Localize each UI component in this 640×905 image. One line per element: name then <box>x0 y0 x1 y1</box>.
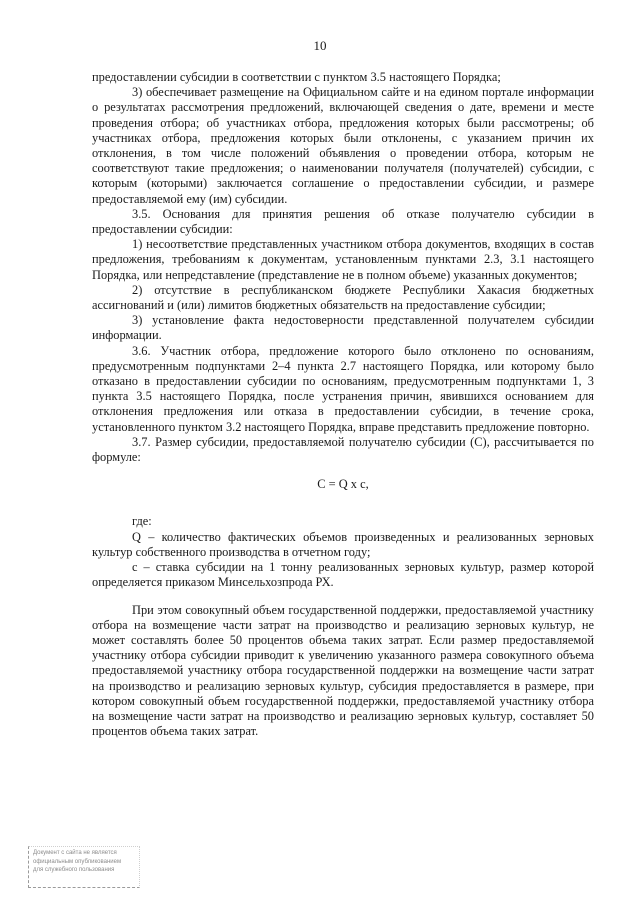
paragraph-ground-2: 2) отсутствие в республиканском бюджете Республики Хакасия бюджетных ассигнований и (или) лимитов бюджетных обязательств на предоставление субсидии; <box>92 282 594 313</box>
paragraph-3-7-subsidy-size: 3.7. Размер субсидии, предоставляемой получателю субсидии (С), рассчитывается по формуле: <box>92 434 594 465</box>
subsidy-formula: С = Q х с, <box>317 477 369 492</box>
paragraph-3-5-refusal-grounds: 3.5. Основания для принятия решения об отказе получателю субсидии в предоставлении субсидии: <box>92 206 594 237</box>
stamp-line: официальным опубликованием <box>33 858 122 865</box>
faded-stamp <box>28 846 140 888</box>
stamp-line: Документ с сайта не является <box>33 850 117 856</box>
paragraph-continuation: предоставлении субсидии в соответствии с пунктом 3.5 настоящего Порядка; <box>92 70 501 84</box>
paragraph-support-limit: При этом совокупный объем государственной поддержки, предоставляемой участнику отбора на возмещение части затрат на производство и реализацию зерновых культур, не может составлять более 50 процентов объема таких затрат. Если размер предоставляемой участнику отбора субсидии приводит к увеличению указанного размера совокупного объема предоставляемой участнику отбора государственной поддержки на возмещение части затрат на производство и реализацию зерновых культур, субсидия предоставляется в размере, при котором совокупный объем государственной поддержки, предоставляемой участнику отбора на возмещение части затрат на производство и реализацию зерновых культур, составляет 50 процентов объема таких затрат. <box>92 602 594 739</box>
formula-definition-c: с – ставка субсидии на 1 тонну реализованных зерновых культур, размер которой определяется приказом Минсельхозпрода РХ. <box>92 560 594 590</box>
document-body <box>92 70 594 739</box>
formula-definition-q: Q – количество фактических объемов произведенных и реализованных зерновых культур собственного производства в отчетном году; <box>92 529 594 559</box>
formula-where-label: где: <box>132 514 152 529</box>
paragraph-ground-1: 1) несоответствие представленных участником отбора документов, входящих в состав предложения, требованиям к документам, установленным пунктами 2.3, 3.1 настоящего Порядка, или непредставление (представление не в полном объеме) указанных документов; <box>92 237 594 282</box>
paragraph-3-6-resubmission: 3.6. Участник отбора, предложение которого было отклонено по основаниям, предусмотренным подпунктами 2–4 пункта 2.7 настоящего Порядка, или которому было отказано в предоставлении субсидии по основаниям, предусмотренным подпунктами 1, 3 пункта 3.5 настоящего Порядка, после устранения причин, явившихся основанием для отклонения предложения или отказа в предоставлении субсидии, в течение срока, установленного пунктом 3.2 настоящего Порядка, вправе представить предложение повторно. <box>92 343 594 434</box>
stamp-line: для служебного пользования <box>33 867 115 873</box>
page-number: 10 <box>313 38 327 53</box>
paragraph-ground-3: 3) установление факта недостоверности представленной получателем субсидии информации. <box>92 313 594 343</box>
paragraph-item-3-publication: 3) обеспечивает размещение на Официальном сайте и на едином портале информации о результатах рассмотрения предложений, включающей сведения о дате, времени и месте проведения отбора; об участниках отбора, предложения которых были рассмотрены; об участниках отбора, предложения которых были отклонены, с указанием причин их отклонения, в том числе положений объявления о проведении отбора, которым не соответствуют такие предложения; о наименовании получателя (получателей) субсидии, с которым (которыми) заключается соглашение о предоставлении субсидии, и размере предоставляемой ему (им) субсидии. <box>92 85 594 206</box>
